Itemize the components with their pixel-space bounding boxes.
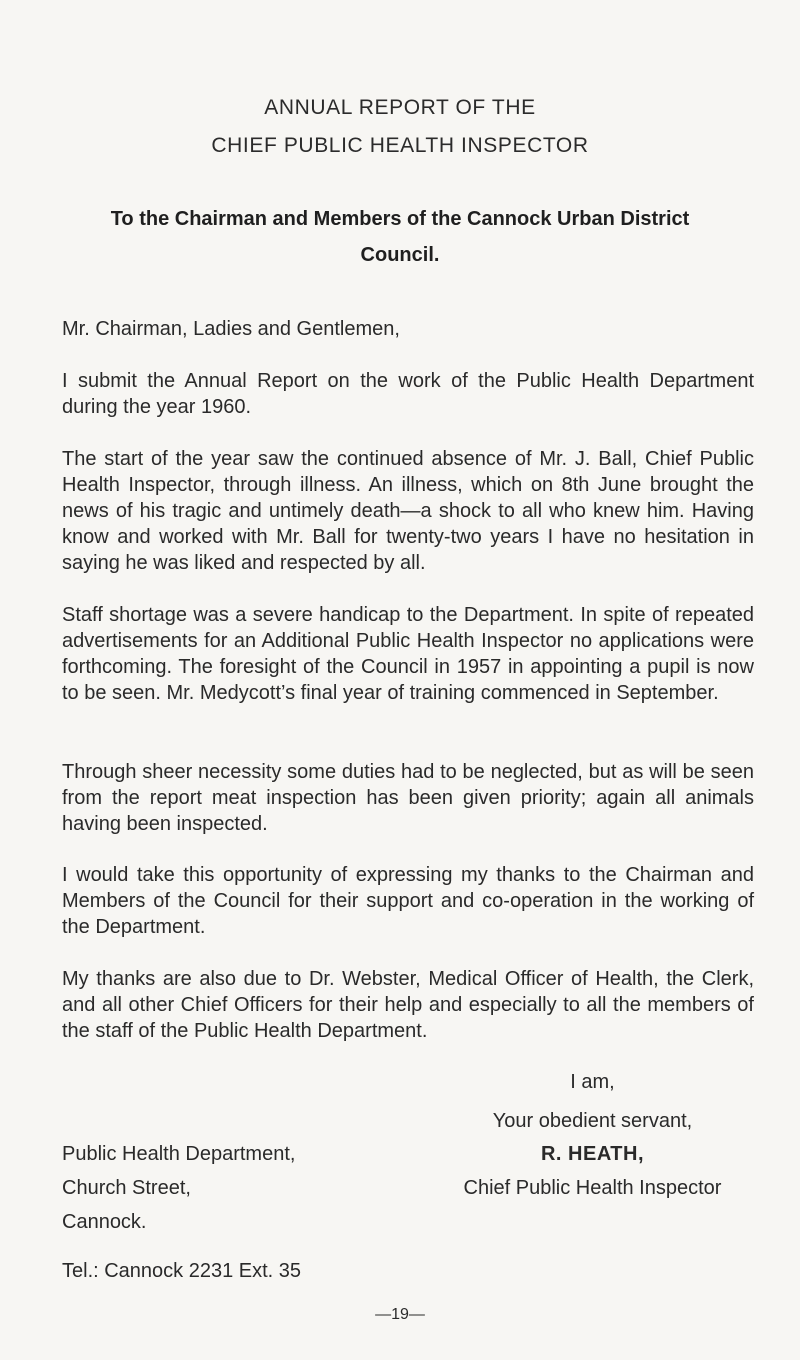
sender-address-line-3: Cannock. [62,1211,147,1233]
paragraph-5: I would take this opportunity of expressing my thanks to the Chairman and Members of the Council for their support and co-operation in the working of the Department. [62,864,754,938]
signature-closing: I am, [570,1071,615,1093]
paragraph-2: The start of the year saw the continued absence of Mr. J. Ball, Chief Public Health Inspector, through illness. An illness, which on 8th June brought the news of his tragic and untimely death—a shock to all who knew him. Having know and worked with Mr. Ball for twenty-two years I have no hesitation in saying he was liked and respected by all. [62,448,754,574]
signature-valediction: Your obedient servant, [492,1110,693,1132]
paragraph-3: Staff shortage was a severe handicap to the Department. In spite of repeated advertisements for an Additional Public Health Inspector no applications were forthcoming. The foresight of the Council in 1957 in appointing a pupil is now to be seen. Mr. Medycott’s final year of training commenced in September. [62,604,754,704]
page-number: —19— [375,1306,425,1323]
telephone-line: Tel.: Cannock 2231 Ext. 35 [62,1260,302,1282]
report-title-line-1: ANNUAL REPORT OF THE [264,96,536,119]
salutation: Mr. Chairman, Ladies and Gentlemen, [62,318,400,340]
paragraph-1: I submit the Annual Report on the work of the Public Health Department during the year 1960. [62,370,754,418]
address-line-1: To the Chairman and Members of the Cannock Urban District [110,208,690,230]
signature-title: Chief Public Health Inspector [463,1177,722,1199]
sender-address-line-2: Church Street, [62,1177,191,1199]
sender-address-line-1: Public Health Department, [62,1143,296,1165]
paragraph-4: Through sheer necessity some duties had to be neglected, but as will be seen from the report meat inspection has been given priority; again all animals having been inspected. [62,761,754,835]
paragraph-6: My thanks are also due to Dr. Webster, Medical Officer of Health, the Clerk, and all other Chief Officers for their help and especially to all the members of the staff of the Public Health Department. [62,968,754,1042]
report-title-line-2: CHIEF PUBLIC HEALTH INSPECTOR [211,134,589,157]
signature-name: R. HEATH, [540,1143,644,1165]
address-line-2: Council. [360,244,440,266]
